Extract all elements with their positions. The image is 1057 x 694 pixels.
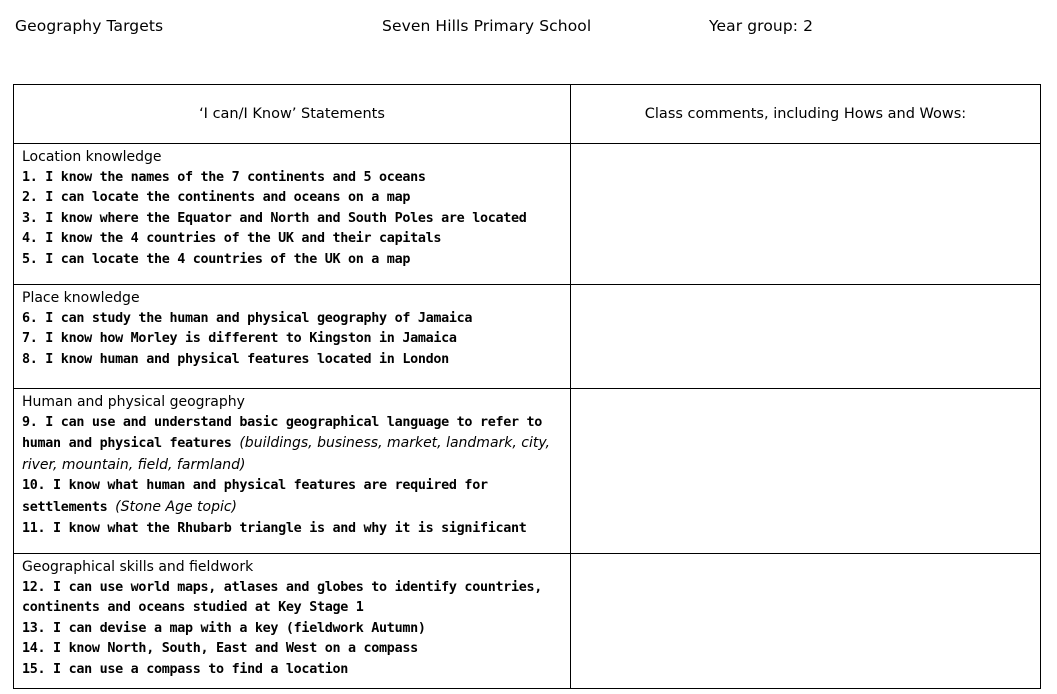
document-title: Geography Targets	[15, 17, 164, 35]
target-text: 9. I can use and understand basic geographical language to refer to human and physical features	[22, 414, 543, 452]
location-knowledge-cell	[14, 144, 571, 285]
target-item: 7. I know how Morley is different to Kingston in Jamaica	[22, 331, 457, 347]
target-item: 12. I can use world maps, atlases and globes to identify countries, continents and oceans studied at Key Stage 1	[22, 579, 543, 616]
target-item: 5. I can locate the 4 countries of the UK on a map	[22, 251, 411, 267]
comment-cell	[571, 554, 1041, 689]
target-item: 11. I know what the Rhubarb triangle is and why it is significant	[22, 520, 527, 536]
place-knowledge-cell	[14, 285, 571, 389]
target-item: 15. I can use a compass to find a location	[22, 661, 348, 677]
target-item: 6. I can study the human and physical geography of Jamaica	[22, 310, 473, 326]
target-item: 2. I can locate the continents and oceans on a map	[22, 190, 411, 206]
table-header-row	[14, 85, 1041, 144]
table-row	[14, 389, 1041, 554]
section-title: Human and physical geography	[22, 394, 245, 410]
target-item	[22, 476, 562, 518]
target-note: (Stone Age topic)	[115, 498, 238, 515]
target-item: 1. I know the names of the 7 continents and 5 oceans	[22, 169, 426, 185]
year-group: Year group: 2	[709, 17, 814, 35]
target-item: 3. I know where the Equator and North and South Poles are located	[22, 210, 527, 226]
section-title: Place knowledge	[22, 290, 140, 306]
comment-cell	[571, 144, 1041, 285]
table-row	[14, 285, 1041, 389]
target-note: (buildings, business, market, landmark, city, river, mountain, field, farmland)	[22, 435, 551, 473]
statements-column-header: ‘I can/I Know’ Statements	[14, 85, 571, 144]
targets-table	[13, 84, 1041, 689]
section-title: Geographical skills and fieldwork	[22, 559, 254, 575]
comment-cell	[571, 285, 1041, 389]
table-row	[14, 144, 1041, 285]
target-item: 8. I know human and physical features located in London	[22, 351, 449, 367]
target-text: 10. I know what human and physical features are required for settlements	[22, 478, 488, 515]
human-physical-geography-cell	[14, 389, 571, 554]
skills-fieldwork-cell	[14, 554, 571, 689]
section-title: Location knowledge	[22, 149, 162, 165]
table-row	[14, 554, 1041, 689]
school-name: Seven Hills Primary School	[382, 17, 592, 35]
comments-column-header: Class comments, including Hows and Wows:	[571, 85, 1041, 144]
target-item: 4. I know the 4 countries of the UK and their capitals	[22, 231, 442, 247]
target-item: 13. I can devise a map with a key (fieldwork Autumn)	[22, 620, 426, 636]
target-item: 14. I know North, South, East and West on a compass	[22, 641, 418, 657]
target-item	[22, 413, 562, 477]
comment-cell	[571, 389, 1041, 554]
